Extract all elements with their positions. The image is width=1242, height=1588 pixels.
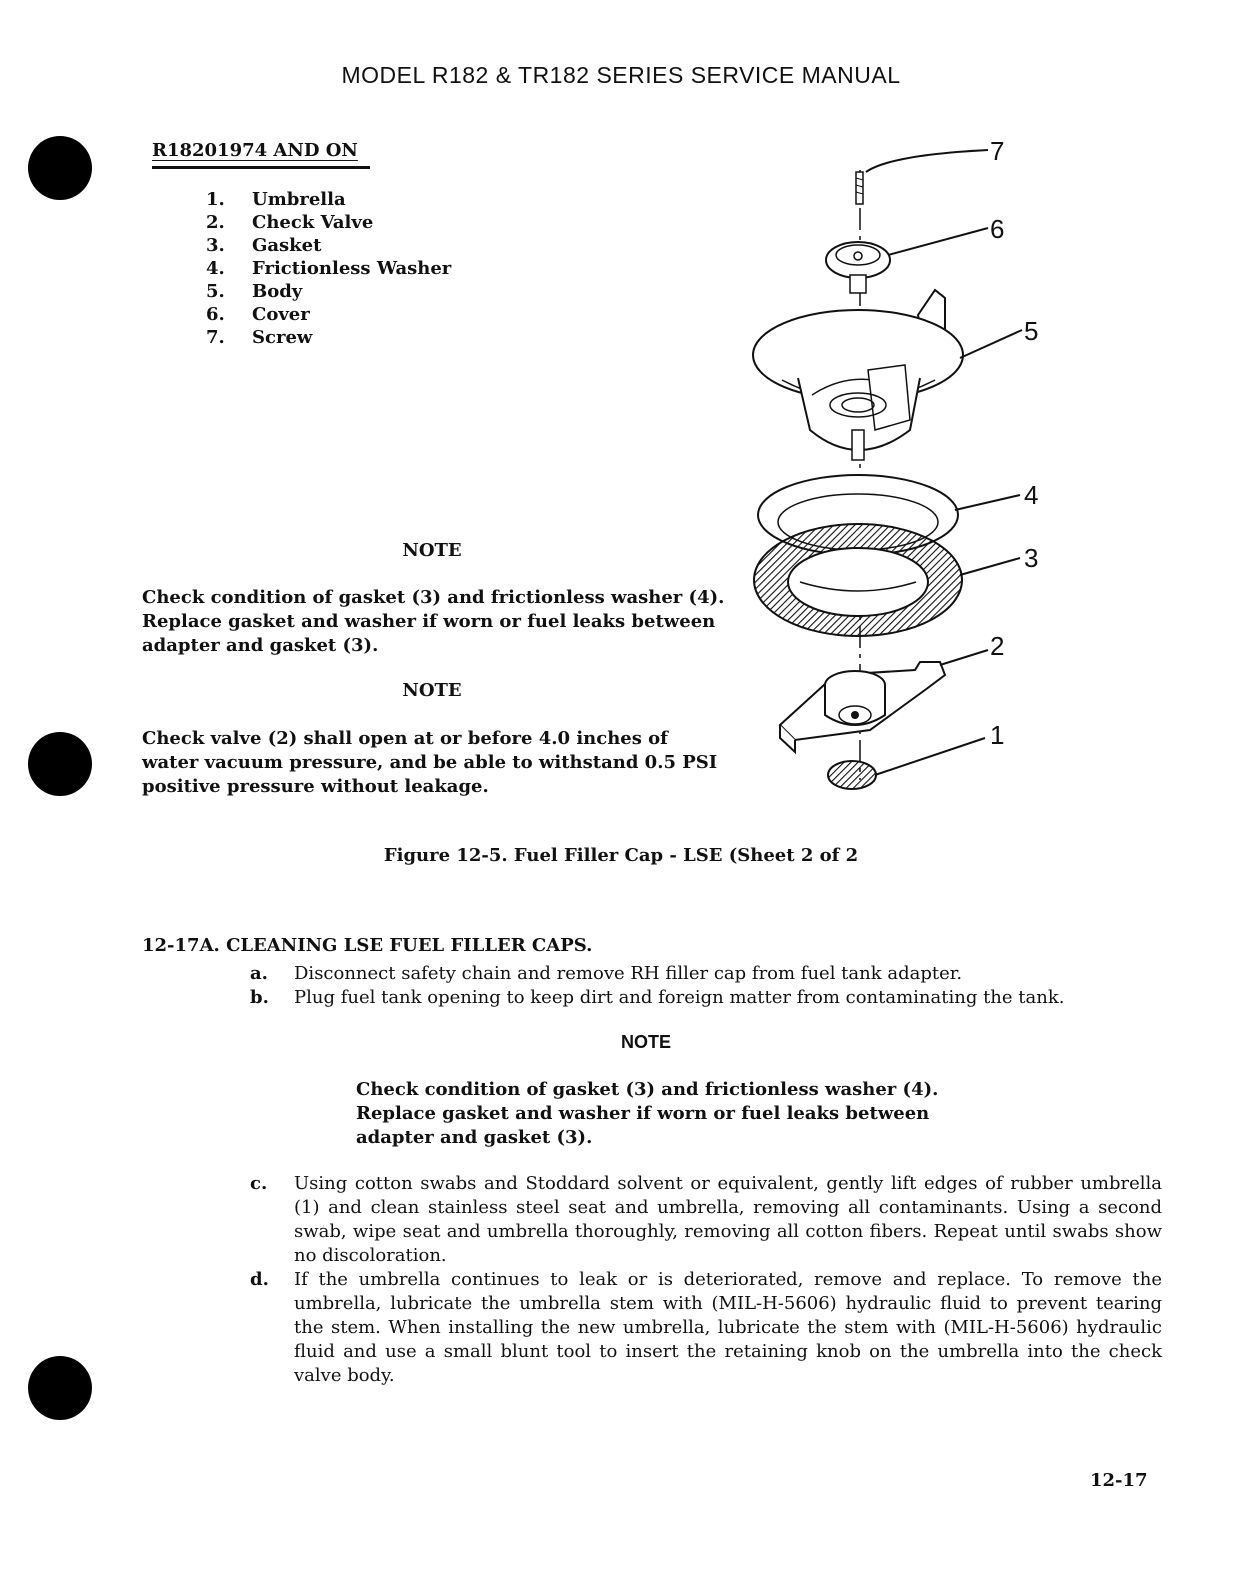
section-title: 12-17A. CLEANING LSE FUEL FILLER CAPS.	[142, 935, 593, 956]
steps-list-ab	[250, 962, 1162, 1010]
figure-note-1-heading: NOTE	[402, 540, 462, 561]
part-screw	[856, 172, 863, 204]
page-number: 12-17	[1090, 1470, 1148, 1491]
steps-list-cd	[250, 1172, 1162, 1388]
leader-line-1	[875, 738, 985, 775]
leader-line-7	[866, 150, 988, 172]
part-gasket	[754, 524, 962, 636]
figure-note-2-heading: NOTE	[402, 680, 462, 701]
part-umbrella	[828, 761, 876, 789]
binder-hole-top	[28, 136, 92, 200]
binder-hole-middle	[28, 732, 92, 796]
leader-line-5	[960, 330, 1022, 358]
parts-list-item: 7. Screw	[206, 327, 313, 348]
part-check-valve	[780, 662, 945, 752]
step-b: b. Plug fuel tank opening to keep dirt and foreign matter from contaminating the tank.	[250, 987, 1065, 1008]
part-cover	[826, 242, 890, 293]
parts-list-item: 5. Body	[206, 281, 303, 302]
callout-2: 2	[990, 631, 1005, 661]
page-header-title: MODEL R182 & TR182 SERIES SERVICE MANUAL	[341, 62, 901, 88]
effectivity-rule	[152, 166, 370, 169]
step-c: c. Using cotton swabs and Stoddard solvent or equivalent, gently lift edges of rubber umbrella (1) and clean stainless steel seat and umbrella, removing all contaminants. Using a second swab, wipe seat and umbrella thoroughly, removing all cotton fibers. Repeat until swabs show no discoloration.	[250, 1173, 1162, 1266]
fuel-filler-cap-exploded-illustration	[740, 130, 1070, 820]
callout-4: 4	[1024, 480, 1039, 510]
parts-list-item: 3. Gasket	[206, 235, 322, 256]
leader-line-3	[960, 558, 1020, 575]
leader-line-6	[888, 228, 988, 255]
leader-line-4	[955, 495, 1020, 510]
parts-list-item: 1. Umbrella	[206, 189, 346, 210]
step-d: d. If the umbrella continues to leak or is deteriorated, remove and replace. To remove the umbrella, lubricate the umbrella stem with (MIL-H-5606) hydraulic fluid to prevent tearing the stem. When installing the new umbrella, lubricate the stem with (MIL-H-5606) hydraulic fluid and use a small blunt tool to insert the retaining knob on the umbrella into the check valve body.	[250, 1269, 1162, 1386]
figure-caption: Figure 12-5. Fuel Filler Cap - LSE (Sheet 2 of 2	[383, 845, 859, 866]
figure-note-2-text: Check valve (2) shall open at or before 4.0 inches of water vacuum pressure, and be able to withstand 0.5 PSI positive pressure without leakage.	[142, 728, 718, 797]
part-body	[753, 290, 963, 460]
effectivity-label: R18201974 AND ON	[152, 140, 358, 161]
section-note-text: Check condition of gasket (3) and frictionless washer (4). Replace gasket and washer if worn or fuel leaks between adapter and gasket (3).	[356, 1079, 939, 1148]
parts-list-item: 4. Frictionless Washer	[206, 258, 452, 279]
callout-3: 3	[1024, 543, 1039, 573]
callout-6: 6	[990, 214, 1005, 244]
callout-1: 1	[990, 720, 1005, 750]
leader-line-2	[940, 650, 988, 665]
parts-list	[206, 188, 451, 349]
parts-list-item: 6. Cover	[206, 304, 310, 325]
binder-hole-bottom	[28, 1356, 92, 1420]
section-note-heading: NOTE	[620, 1032, 671, 1052]
callout-7: 7	[990, 136, 1005, 166]
step-a: a. Disconnect safety chain and remove RH filler cap from fuel tank adapter.	[250, 963, 963, 984]
callout-5: 5	[1024, 316, 1039, 346]
parts-list-item: 2. Check Valve	[206, 212, 374, 233]
figure-note-1-text: Check condition of gasket (3) and frictionless washer (4). Replace gasket and washer if worn or fuel leaks between adapter and gasket (3).	[142, 587, 725, 656]
